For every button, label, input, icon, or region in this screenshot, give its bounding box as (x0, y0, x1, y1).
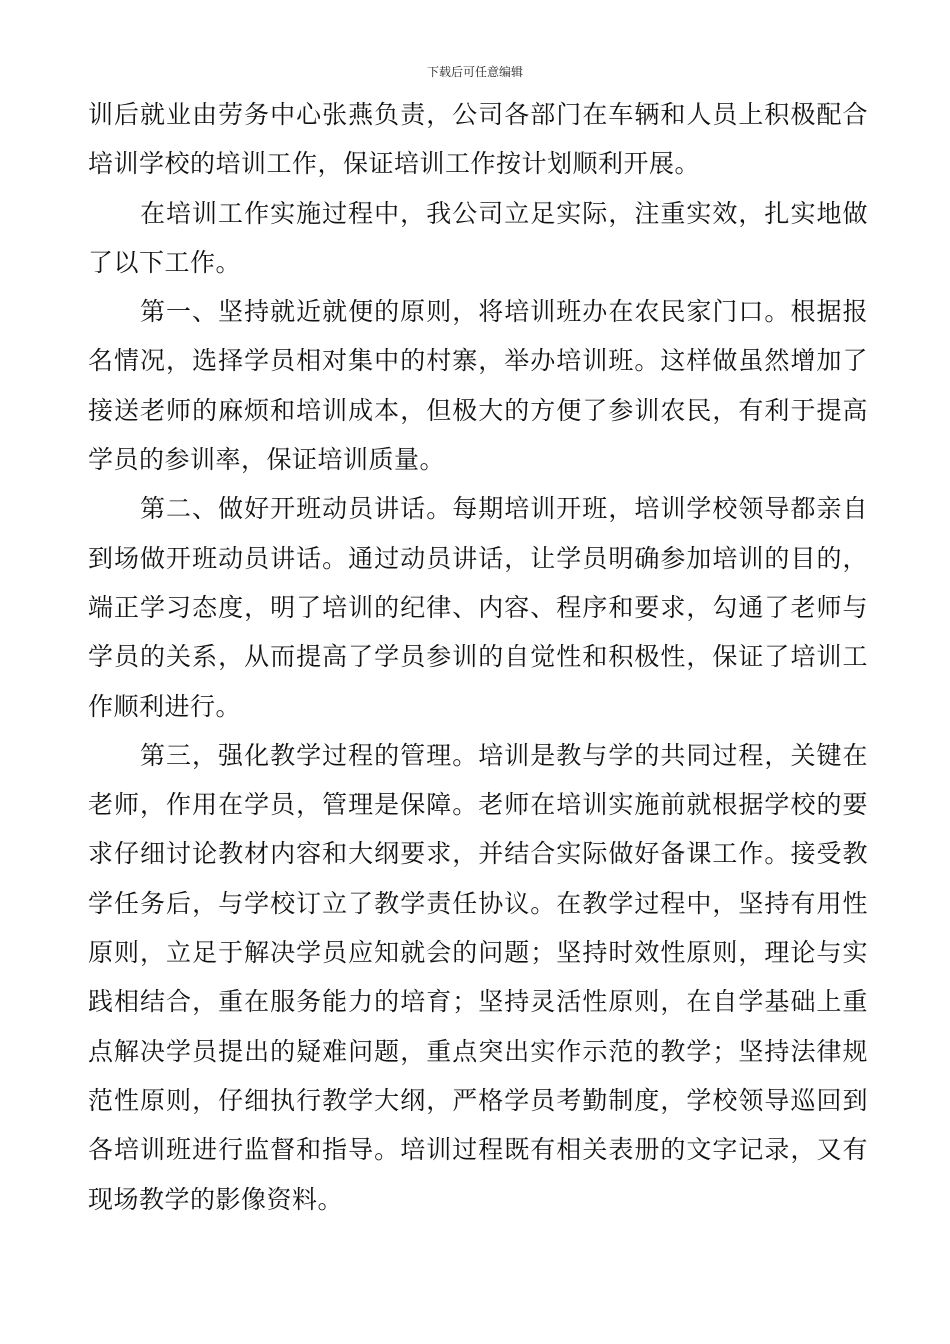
text-line: 学员的参训率，保证培训质量。 (88, 445, 446, 475)
text-line: 第二、做好开班动员讲话。每期培训开班，培训学校领导都亲自 (140, 494, 868, 524)
text-line: 第三，强化教学过程的管理。培训是教与学的共同过程，关键在 (140, 740, 868, 770)
text-line: 接送老师的麻烦和培训成本，但极大的方便了参训农民，有利于提高 (88, 395, 868, 425)
text-line: 践相结合，重在服务能力的培育；坚持灵活性原则，在自学基础上重 (88, 987, 868, 1017)
paragraph-3 (88, 287, 868, 484)
text-line: 作顺利进行。 (88, 691, 242, 721)
paragraph-1 (88, 90, 868, 189)
text-line: 训后就业由劳务中心张燕负责，公司各部门在车辆和人员上积极配合 (88, 100, 868, 129)
text-line: 学员的关系，从而提高了学员参训的自觉性和积极性，保证了培训工 (88, 642, 868, 672)
text-line: 在培训工作实施过程中，我公司立足实际，注重实效，扎实地做 (140, 198, 868, 228)
text-line: 到场做开班动员讲话。通过动员讲话，让学员明确参加培训的目的， (88, 543, 868, 573)
paragraph-2 (88, 189, 868, 288)
text-line: 培训学校的培训工作，保证培训工作按计划顺利开展。 (88, 149, 701, 179)
text-line: 范性原则，仔细执行教学大纲，严格学员考勤制度，学校领导巡回到 (88, 1085, 868, 1115)
text-line: 点解决学员提出的疑难问题，重点突出实作示范的教学；坚持法律规 (88, 1036, 868, 1066)
text-line: 第一、坚持就近就便的原则，将培训班办在农民家门口。根据报 (140, 297, 868, 327)
paragraph-5 (88, 731, 868, 1224)
text-line: 端正学习态度，明了培训的纪律、内容、程序和要求，勾通了老师与 (88, 592, 868, 622)
text-line: 现场教学的影像资料。 (88, 1184, 344, 1214)
text-line: 学任务后，与学校订立了教学责任协议。在教学过程中，坚持有用性 (88, 888, 868, 918)
document-body (88, 90, 868, 1224)
text-line: 了以下工作。 (88, 247, 242, 277)
page-header: 下载后可任意编辑 (426, 65, 523, 79)
text-line: 老师，作用在学员，管理是保障。老师在培训实施前就根据学校的要 (88, 790, 868, 820)
text-line: 原则，立足于解决学员应知就会的问题；坚持时效性原则，理论与实 (88, 938, 868, 968)
text-line: 各培训班进行监督和指导。培训过程既有相关表册的文字记录，又有 (88, 1135, 868, 1165)
text-line: 名情况，选择学员相对集中的村寨，举办培训班。这样做虽然增加了 (88, 346, 868, 376)
paragraph-4 (88, 484, 868, 730)
text-line: 求仔细讨论教材内容和大纲要求，并结合实际做好备课工作。接受教 (88, 839, 868, 869)
